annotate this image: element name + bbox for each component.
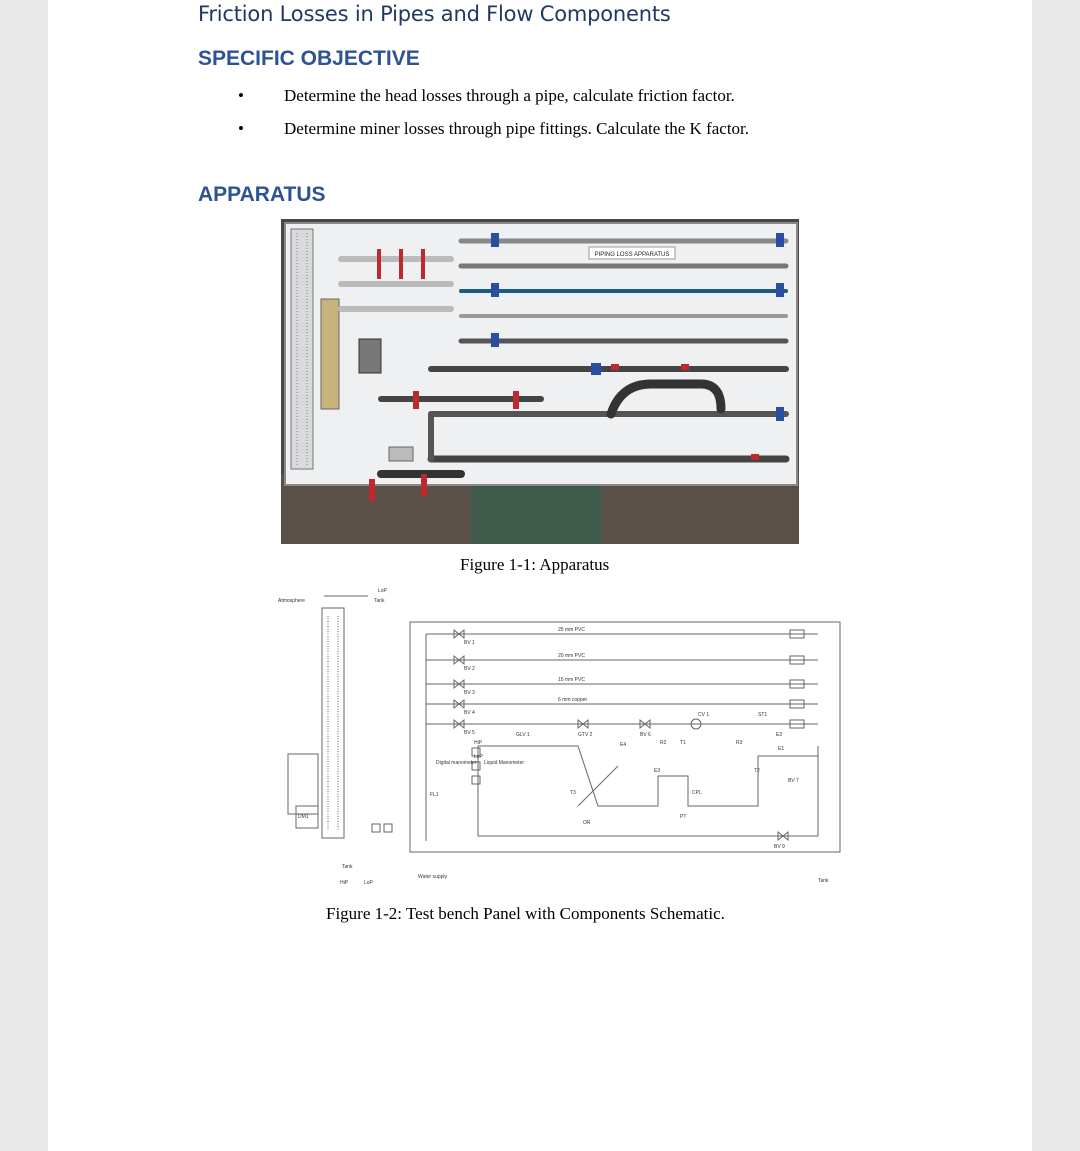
schematic-label: T2: [754, 768, 760, 774]
apparatus-heading: APPARATUS: [198, 183, 326, 206]
document-page: [48, 0, 1032, 1151]
figure1-caption: Figure 1-1: Apparatus: [460, 555, 610, 574]
schematic-label: R2: [660, 740, 667, 746]
schematic-label: 15 mm PVC: [558, 677, 585, 683]
schematic-label: BV 2: [464, 666, 475, 672]
schematic-label: DM1: [298, 814, 309, 820]
schematic-label: BV 5: [464, 730, 475, 736]
schematic-label: E2: [776, 732, 783, 738]
schematic-label: BV 4: [464, 710, 475, 716]
schematic-label: Water supply: [418, 874, 447, 880]
schematic-label: E1: [778, 746, 785, 752]
schematic-label: E4: [620, 742, 627, 748]
schematic-label: OR: [583, 820, 591, 826]
photo-sign-text: PIPING LOSS APPARATUS: [594, 252, 670, 258]
schematic-label: BV 1: [464, 640, 475, 646]
schematic-label: HiP: [340, 880, 349, 886]
schematic-label: Tank: [342, 864, 353, 870]
schematic-label: FL1: [430, 792, 439, 798]
schematic-label: T1: [680, 740, 686, 746]
objective-heading: SPECIFIC OBJECTIVE: [198, 47, 420, 70]
schematic-label: GTV 2: [578, 732, 593, 738]
schematic-label: 6 mm copper: [558, 697, 588, 703]
components-schematic: [278, 586, 829, 891]
objective-text: Determine the head losses through a pipe, calculate friction factor.: [284, 86, 735, 105]
schematic-label: HiP: [474, 740, 483, 746]
figure2-caption: Figure 1-2: Test bench Panel with Components Schematic.: [326, 904, 725, 923]
apparatus-photo: [281, 219, 799, 544]
schematic-label: T3: [570, 790, 576, 796]
objective-text: Determine miner losses through pipe fittings. Calculate the K factor.: [284, 119, 750, 138]
schematic-label: PT: [680, 814, 687, 820]
schematic-label: Tank: [818, 878, 829, 884]
schematic-label: BV 3: [464, 690, 475, 696]
apparatus-photo-drawing: [281, 219, 799, 544]
schematic-label: Digital manometer: [436, 760, 477, 766]
schematic-label: Liquid Manometer: [484, 760, 525, 766]
schematic-label: Tank: [374, 598, 385, 604]
schematic-label: 25 mm PVC: [558, 627, 585, 633]
schematic-label: BV 9: [774, 844, 785, 850]
schematic-label: LoP: [378, 588, 387, 594]
schematic-label: BV 7: [788, 778, 799, 784]
schematic-label: E3: [654, 768, 661, 774]
schematic-label: Atmosphere: [278, 598, 305, 604]
page-title: Friction Losses in Pipes and Flow Components: [198, 2, 671, 26]
schematic-label: LoP: [364, 880, 373, 886]
schematic-label: CV 1: [698, 712, 710, 718]
schematic-label: 20 mm PVC: [558, 653, 585, 659]
schematic-label: BV 6: [640, 732, 651, 738]
bullet-icon: •: [238, 86, 244, 105]
schematic-label: ST1: [758, 712, 768, 718]
schematic-label: LoP: [474, 754, 483, 760]
schematic-label: CPL: [692, 790, 702, 796]
schematic-label: GLV 1: [516, 732, 530, 738]
bullet-icon: •: [238, 119, 244, 138]
schematic-label: R3: [736, 740, 743, 746]
